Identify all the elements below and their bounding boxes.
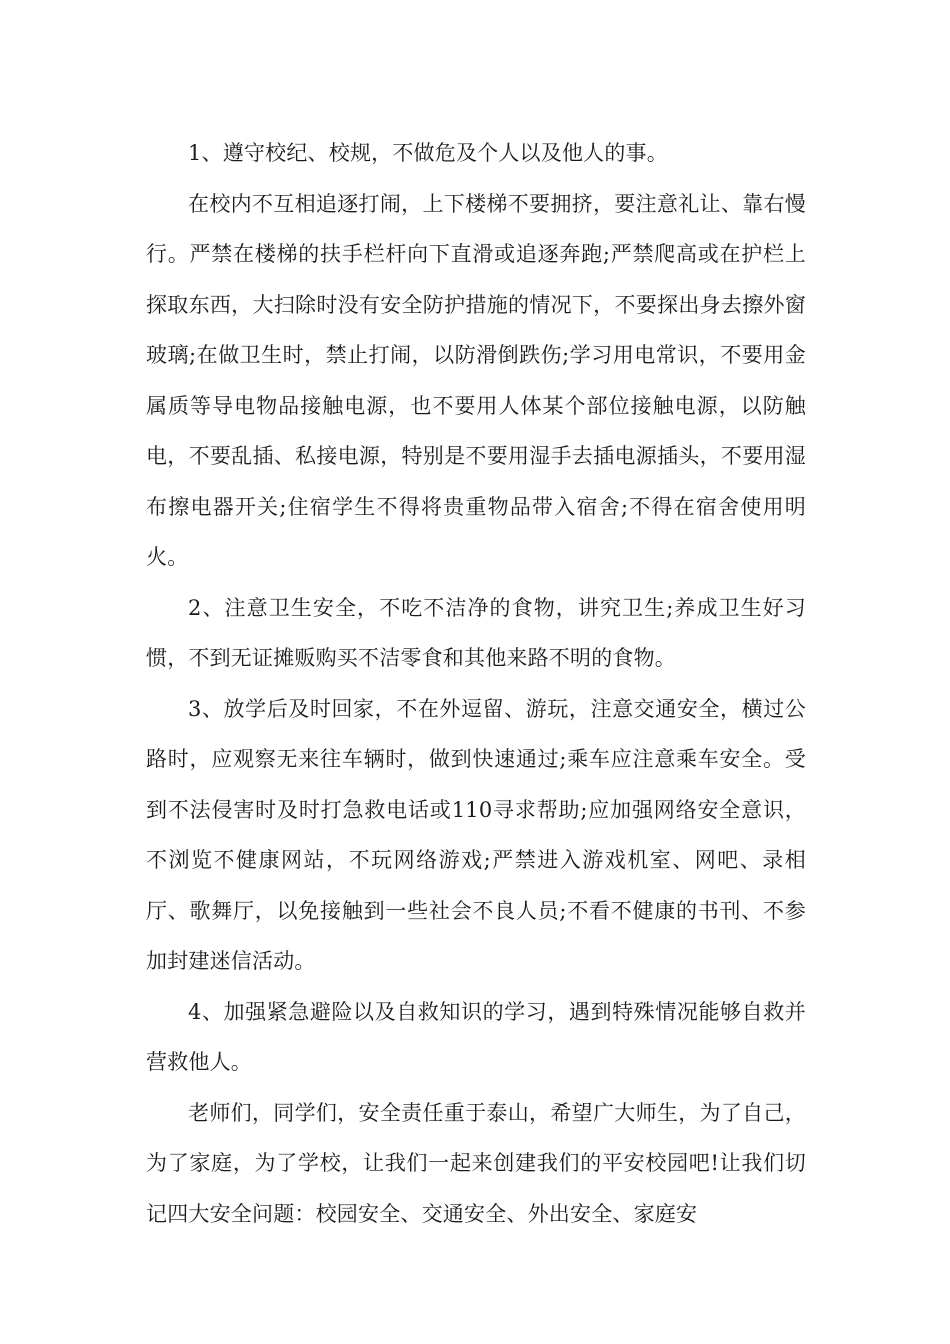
- paragraph-rule-4: 4、加强紧急避险以及自救知识的学习，遇到特殊情况能够自救并营救他人。: [146, 999, 806, 1074]
- paragraph-rule-1: 1、遵守校纪、校规，不做危及个人以及他人的事。: [188, 141, 668, 165]
- paragraph-campus-safety-details: 在校内不互相追逐打闹，上下楼梯不要拥挤，要注意礼让、靠右慢行。严禁在楼梯的扶手栏杆向下直滑或追逐奔跑;严禁爬高或在护栏上探取东西，大扫除时没有安全防护措施的情况下，不要探出身去擦外窗玻璃;在做卫生时，禁止打闹，以防滑倒跌伤;学习用电常识，不要用金属质等导电物品接触电源，也不要用人体某个部位接触电源，以防触电，不要乱插、私接电源，特别是不要用湿手去插电源插头，不要用湿布擦电器开关;住宿学生不得将贵重物品带入宿舍;不得在宿舍使用明火。: [146, 191, 806, 569]
- paragraph-rule-2: 2、注意卫生安全，不吃不洁净的食物，讲究卫生;养成卫生好习惯，不到无证摊贩购买不洁零食和其他来路不明的食物。: [146, 595, 806, 670]
- document-body: [146, 128, 806, 1239]
- paragraph-rule-3: 3、放学后及时回家，不在外逗留、游玩，注意交通安全，横过公路时，应观察无来往车辆时，做到快速通过;乘车应注意乘车安全。受到不法侵害时及时打急救电话或110寻求帮助;应加强网络安全意识，不浏览不健康网站，不玩网络游戏;严禁进入游戏机室、网吧、录相厅、歌舞厅，以免接触到一些社会不良人员;不看不健康的书刊、不参加封建迷信活动。: [146, 696, 806, 973]
- paragraph-closing: 老师们，同学们，安全责任重于泰山，希望广大师生，为了自己，为了家庭，为了学校，让我们一起来创建我们的平安校园吧!让我们切记四大安全问题：校园安全、交通安全、外出安全、家庭安: [146, 1100, 806, 1226]
